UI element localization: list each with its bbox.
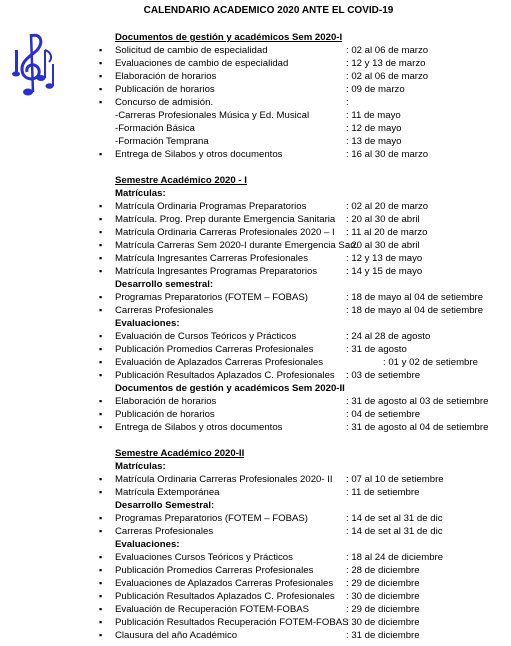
bullet-icon: ▪	[99, 240, 103, 250]
item-label: Elaboración de horarios	[115, 71, 217, 82]
item-date: : 11 de mayo	[346, 110, 401, 121]
calendar-item	[98, 551, 510, 564]
subsection-heading	[98, 187, 510, 200]
item-label: Matrícula Ordinaria Programas Preparatorios	[115, 201, 307, 212]
heading-text: Evaluaciones:	[115, 318, 180, 329]
section-heading	[98, 447, 510, 460]
calendar-item	[98, 603, 510, 616]
item-label: -Formación Temprana	[115, 136, 209, 147]
bullet-icon: ▪	[99, 149, 103, 159]
bullet-icon: ▪	[99, 487, 103, 497]
item-date: : 31 de agosto al 03 de setiembre	[346, 396, 489, 407]
item-date: :	[346, 97, 349, 108]
item-date: : 14 de set al 31 de dic	[346, 526, 443, 537]
item-label: Publicación de horarios	[115, 409, 215, 420]
subsection-heading	[98, 278, 510, 291]
item-label: Elaboración de horarios	[115, 396, 217, 407]
calendar-item	[98, 109, 510, 122]
spacer	[98, 161, 510, 174]
calendar-item	[98, 629, 510, 642]
bullet-icon: ▪	[99, 409, 103, 419]
bullet-icon: ▪	[99, 266, 103, 276]
calendar-item	[98, 135, 510, 148]
section-heading	[98, 174, 510, 187]
item-date: : 20 al 30 de abril	[346, 240, 420, 251]
item-label: -Formación Básica	[115, 123, 195, 134]
heading-text: Desarrollo semestral:	[115, 279, 214, 290]
item-date: : 18 de mayo al 04 de setiembre	[346, 292, 484, 303]
heading-text: Desarrollo Semestral:	[115, 500, 215, 511]
item-date: : 11 al 20 de marzo	[346, 227, 428, 238]
item-label: Matrícula Ingresantes Programas Preparatorios	[115, 266, 318, 277]
calendar-item	[98, 226, 510, 239]
item-date: : 01 y 02 de setiembre	[383, 357, 478, 368]
item-label: Carreras Profesionales	[115, 526, 214, 537]
item-label: Evaluación de Aplazados Carreras Profesionales	[115, 357, 323, 368]
item-date: : 12 de mayo	[346, 123, 402, 134]
calendar-item	[98, 356, 510, 369]
item-label: Matrícula Extemporánea	[115, 487, 220, 498]
item-label: Entrega de Silabos y otros documentos	[115, 422, 283, 433]
document-title: CALENDARIO ACADEMICO 2020 ANTE EL COVID-19	[143, 5, 394, 16]
item-label: Programas Preparatorios (FOTEM – FOBAS)	[115, 513, 308, 524]
bullet-icon: ▪	[99, 357, 103, 367]
music-notes-logo-icon	[11, 30, 57, 100]
bullet-icon: ▪	[99, 422, 103, 432]
item-date: : 20 al 30 de abril	[346, 214, 420, 225]
item-label: Evaluaciones de cambio de especialidad	[115, 58, 289, 69]
bullet-icon: ▪	[99, 552, 103, 562]
item-date: : 30 de diciembre	[346, 617, 420, 628]
calendar-item	[98, 486, 510, 499]
bullet-icon: ▪	[99, 513, 103, 523]
bullet-icon: ▪	[99, 305, 103, 315]
section-heading	[98, 31, 510, 44]
calendar-item	[98, 512, 510, 525]
item-date: : 28 de diciembre	[346, 565, 420, 576]
bullet-icon: ▪	[99, 370, 103, 380]
item-date: : 02 al 20 de marzo	[346, 201, 429, 212]
item-date: : 14 y 15 de mayo	[346, 266, 423, 277]
item-label: Matrícula Carreras Sem 2020-I durante Emergencia San.	[115, 240, 359, 251]
bullet-icon: ▪	[99, 45, 103, 55]
item-date: : 04 de setiembre	[346, 409, 421, 420]
item-date: : 31 de agosto	[346, 344, 407, 355]
item-label: -Carreras Profesionales Música y Ed. Musical	[115, 110, 310, 121]
item-date: : 18 al 24 de diciembre	[346, 552, 444, 563]
calendar-item	[98, 525, 510, 538]
calendar-item	[98, 148, 510, 161]
item-date: : 12 y 13 de mayo	[346, 253, 423, 264]
bullet-icon: ▪	[99, 578, 103, 588]
item-label: Evaluación de Recuperación FOTEM-FOBAS	[115, 604, 310, 615]
subsection-heading	[98, 317, 510, 330]
calendar-item	[98, 291, 510, 304]
calendar-item	[98, 252, 510, 265]
bullet-icon: ▪	[99, 474, 103, 484]
bullet-icon: ▪	[99, 331, 103, 341]
item-date: : 30 de diciembre	[346, 591, 420, 602]
item-label: Concurso de admisión.	[115, 97, 214, 108]
item-date: : 02 al 06 de marzo	[346, 71, 429, 82]
item-date: : 24 al 28 de agosto	[346, 331, 431, 342]
calendar-item	[98, 408, 510, 421]
calendar-item	[98, 239, 510, 252]
calendar-item	[98, 200, 510, 213]
calendar-item	[98, 213, 510, 226]
item-label: Publicación Resultados Recuperación FOTEM-FOBAS	[115, 617, 349, 628]
bullet-icon: ▪	[99, 591, 103, 601]
item-label: Carreras Profesionales	[115, 305, 214, 316]
item-label: Publicación Promedios Carreras Profesionales	[115, 565, 314, 576]
item-label: Clausura del año Académico	[115, 630, 238, 641]
calendar-item	[98, 96, 510, 109]
calendar-item	[98, 330, 510, 343]
subsection-heading	[98, 538, 510, 551]
calendar-item	[98, 473, 510, 486]
item-label: Publicación Promedios Carreras Profesionales	[115, 344, 314, 355]
bullet-icon: ▪	[99, 344, 103, 354]
item-label: Matrícula Ordinaria Carreras Profesionales 2020 – I	[115, 227, 335, 238]
calendar-item	[98, 70, 510, 83]
item-label: Matrícula Ingresantes Carreras Profesionales	[115, 253, 309, 264]
item-label: Solicitud de cambio de especialidad	[115, 45, 268, 56]
heading-text: Matrículas:	[115, 188, 166, 199]
item-date: : 29 de diciembre	[346, 604, 420, 615]
bullet-icon: ▪	[99, 396, 103, 406]
spacer	[98, 434, 510, 447]
calendar-list	[98, 31, 510, 642]
item-label: Evaluaciones de Aplazados Carreras Profesionales	[115, 578, 334, 589]
item-label: Evaluación de Cursos Teóricos y Prácticos	[115, 331, 297, 342]
subsection-heading	[98, 382, 510, 395]
bullet-icon: ▪	[99, 617, 103, 627]
bullet-icon: ▪	[99, 526, 103, 536]
item-date: : 07 al 10 de setiembre	[346, 474, 444, 485]
bullet-icon: ▪	[99, 227, 103, 237]
calendar-item	[98, 122, 510, 135]
heading-text: Matrículas:	[115, 461, 166, 472]
heading-text: Semestre Académico 2020-II	[115, 448, 245, 459]
item-label: Programas Preparatorios (FOTEM – FOBAS)	[115, 292, 308, 303]
bullet-icon: ▪	[99, 71, 103, 81]
subsection-heading	[98, 499, 510, 512]
item-date: : 11 de setiembre	[346, 487, 420, 498]
item-date: : 13 de mayo	[346, 136, 402, 147]
item-label: Entrega de Silabos y otros documentos	[115, 149, 283, 160]
item-date: : 29 de diciembre	[346, 578, 420, 589]
calendar-item	[98, 395, 510, 408]
calendar-item	[98, 343, 510, 356]
heading-text: Semestre Académico 2020 - I	[115, 175, 247, 186]
item-date: : 18 de mayo al 04 de setiembre	[346, 305, 484, 316]
item-date: : 14 de set al 31 de dic	[346, 513, 443, 524]
bullet-icon: ▪	[99, 58, 103, 68]
item-date: : 16 al 30 de marzo	[346, 149, 429, 160]
heading-text: Evaluaciones:	[115, 539, 180, 550]
item-label: Matrícula Ordinaria Carreras Profesionales 2020- II	[115, 474, 333, 485]
bullet-icon: ▪	[99, 214, 103, 224]
bullet-icon: ▪	[99, 201, 103, 211]
calendar-item	[98, 304, 510, 317]
bullet-icon: ▪	[99, 630, 103, 640]
item-label: Publicación Resultados Aplazados C. Profesionales	[115, 370, 335, 381]
bullet-icon: ▪	[99, 565, 103, 575]
subsection-heading	[98, 460, 510, 473]
bullet-icon: ▪	[99, 253, 103, 263]
calendar-item	[98, 421, 510, 434]
bullet-icon: ▪	[99, 84, 103, 94]
bullet-icon: ▪	[99, 604, 103, 614]
calendar-item	[98, 369, 510, 382]
bullet-icon: ▪	[99, 97, 103, 107]
item-date: : 02 al 06 de marzo	[346, 45, 429, 56]
item-date: : 31 de diciembre	[346, 630, 420, 641]
calendar-item	[98, 577, 510, 590]
item-label: Evaluaciones Cursos Teóricos y Prácticos	[115, 552, 293, 563]
heading-text: Documentos de gestión y académicos Sem 2020-I	[115, 32, 343, 43]
item-date: : 03 de setiembre	[346, 370, 421, 381]
item-label: Matrícula. Prog. Prep durante Emergencia Sanitaria	[115, 214, 336, 225]
calendar-item	[98, 57, 510, 70]
item-date: : 09 de marzo	[346, 84, 405, 95]
bullet-icon: ▪	[99, 292, 103, 302]
calendar-item	[98, 83, 510, 96]
calendar-item	[98, 564, 510, 577]
calendar-item	[98, 44, 510, 57]
item-label: Publicación de horarios	[115, 84, 215, 95]
calendar-item	[98, 265, 510, 278]
item-date: : 12 y 13 de marzo	[346, 58, 426, 69]
calendar-item	[98, 590, 510, 603]
item-date: : 31 de agosto al 04 de setiembre	[346, 422, 489, 433]
calendar-item	[98, 616, 510, 629]
item-label: Publicación Resultados Aplazados C. Profesionales	[115, 591, 335, 602]
heading-text: Documentos de gestión y académicos Sem 2020-II	[115, 383, 345, 394]
